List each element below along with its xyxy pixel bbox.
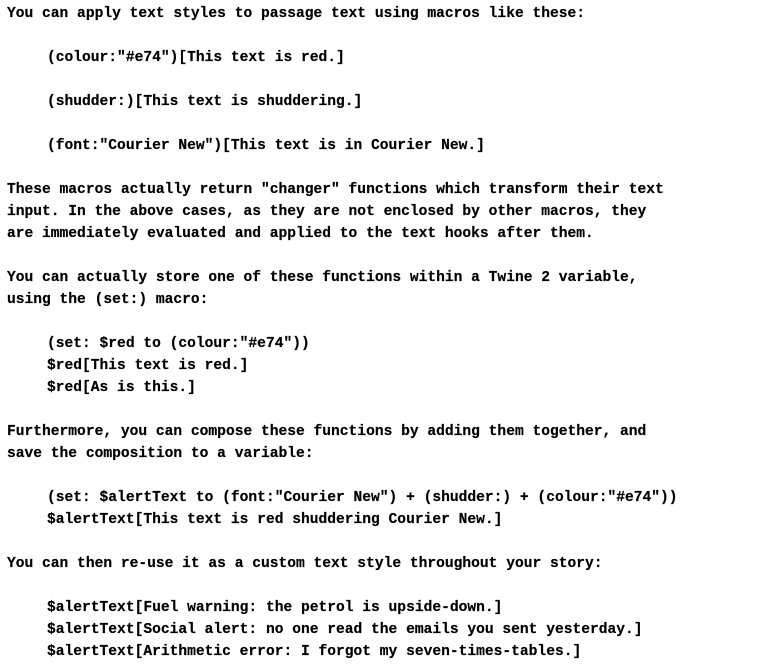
example-shudder-code: (shudder:)[This text is shuddering.] xyxy=(47,94,363,110)
spacer xyxy=(7,531,777,553)
spacer xyxy=(7,575,777,597)
spacer xyxy=(7,245,777,267)
spacer xyxy=(7,25,777,47)
spacer xyxy=(7,113,777,135)
changer-paragraph-line: input. In the above cases, as they are not enclosed by other macros, they xyxy=(7,204,647,220)
compose-code-line: $alertText[This text is red shuddering Courier New.] xyxy=(47,512,503,528)
example-colour-code: (colour:"#e74")[This text is red.] xyxy=(47,50,345,66)
compose-paragraph-line: Furthermore, you can compose these functions by adding them together, and xyxy=(7,424,647,440)
store-code-line: $red[As is this.] xyxy=(47,380,196,396)
spacer xyxy=(7,157,777,179)
store-paragraph-line: You can actually store one of these functions within a Twine 2 variable, xyxy=(7,270,638,286)
store-code-line: (set: $red to (colour:"#e74")) xyxy=(47,336,310,352)
reuse-paragraph-line: You can then re-use it as a custom text style throughout your story: xyxy=(7,556,603,572)
store-code-line: $red[This text is red.] xyxy=(47,358,249,374)
reuse-code-line: $alertText[Fuel warning: the petrol is upside-down.] xyxy=(47,600,503,616)
compose-code-line: (set: $alertText to (font:"Courier New") + (shudder:) + (colour:"#e74")) xyxy=(47,490,678,506)
document-body xyxy=(7,3,777,663)
changer-paragraph-line: are immediately evaluated and applied to the text hooks after them. xyxy=(7,226,594,242)
intro-paragraph: You can apply text styles to passage text using macros like these: xyxy=(7,6,586,22)
spacer xyxy=(7,399,777,421)
reuse-code-line: $alertText[Arithmetic error: I forgot my seven-times-tables.] xyxy=(47,644,582,660)
spacer xyxy=(7,465,777,487)
compose-paragraph-line: save the composition to a variable: xyxy=(7,446,314,462)
reuse-code-line: $alertText[Social alert: no one read the emails you sent yesterday.] xyxy=(47,622,643,638)
changer-paragraph-line: These macros actually return "changer" functions which transform their text xyxy=(7,182,664,198)
store-paragraph-line: using the (set:) macro: xyxy=(7,292,209,308)
spacer xyxy=(7,311,777,333)
spacer xyxy=(7,69,777,91)
example-font-code: (font:"Courier New")[This text is in Courier New.] xyxy=(47,138,485,154)
